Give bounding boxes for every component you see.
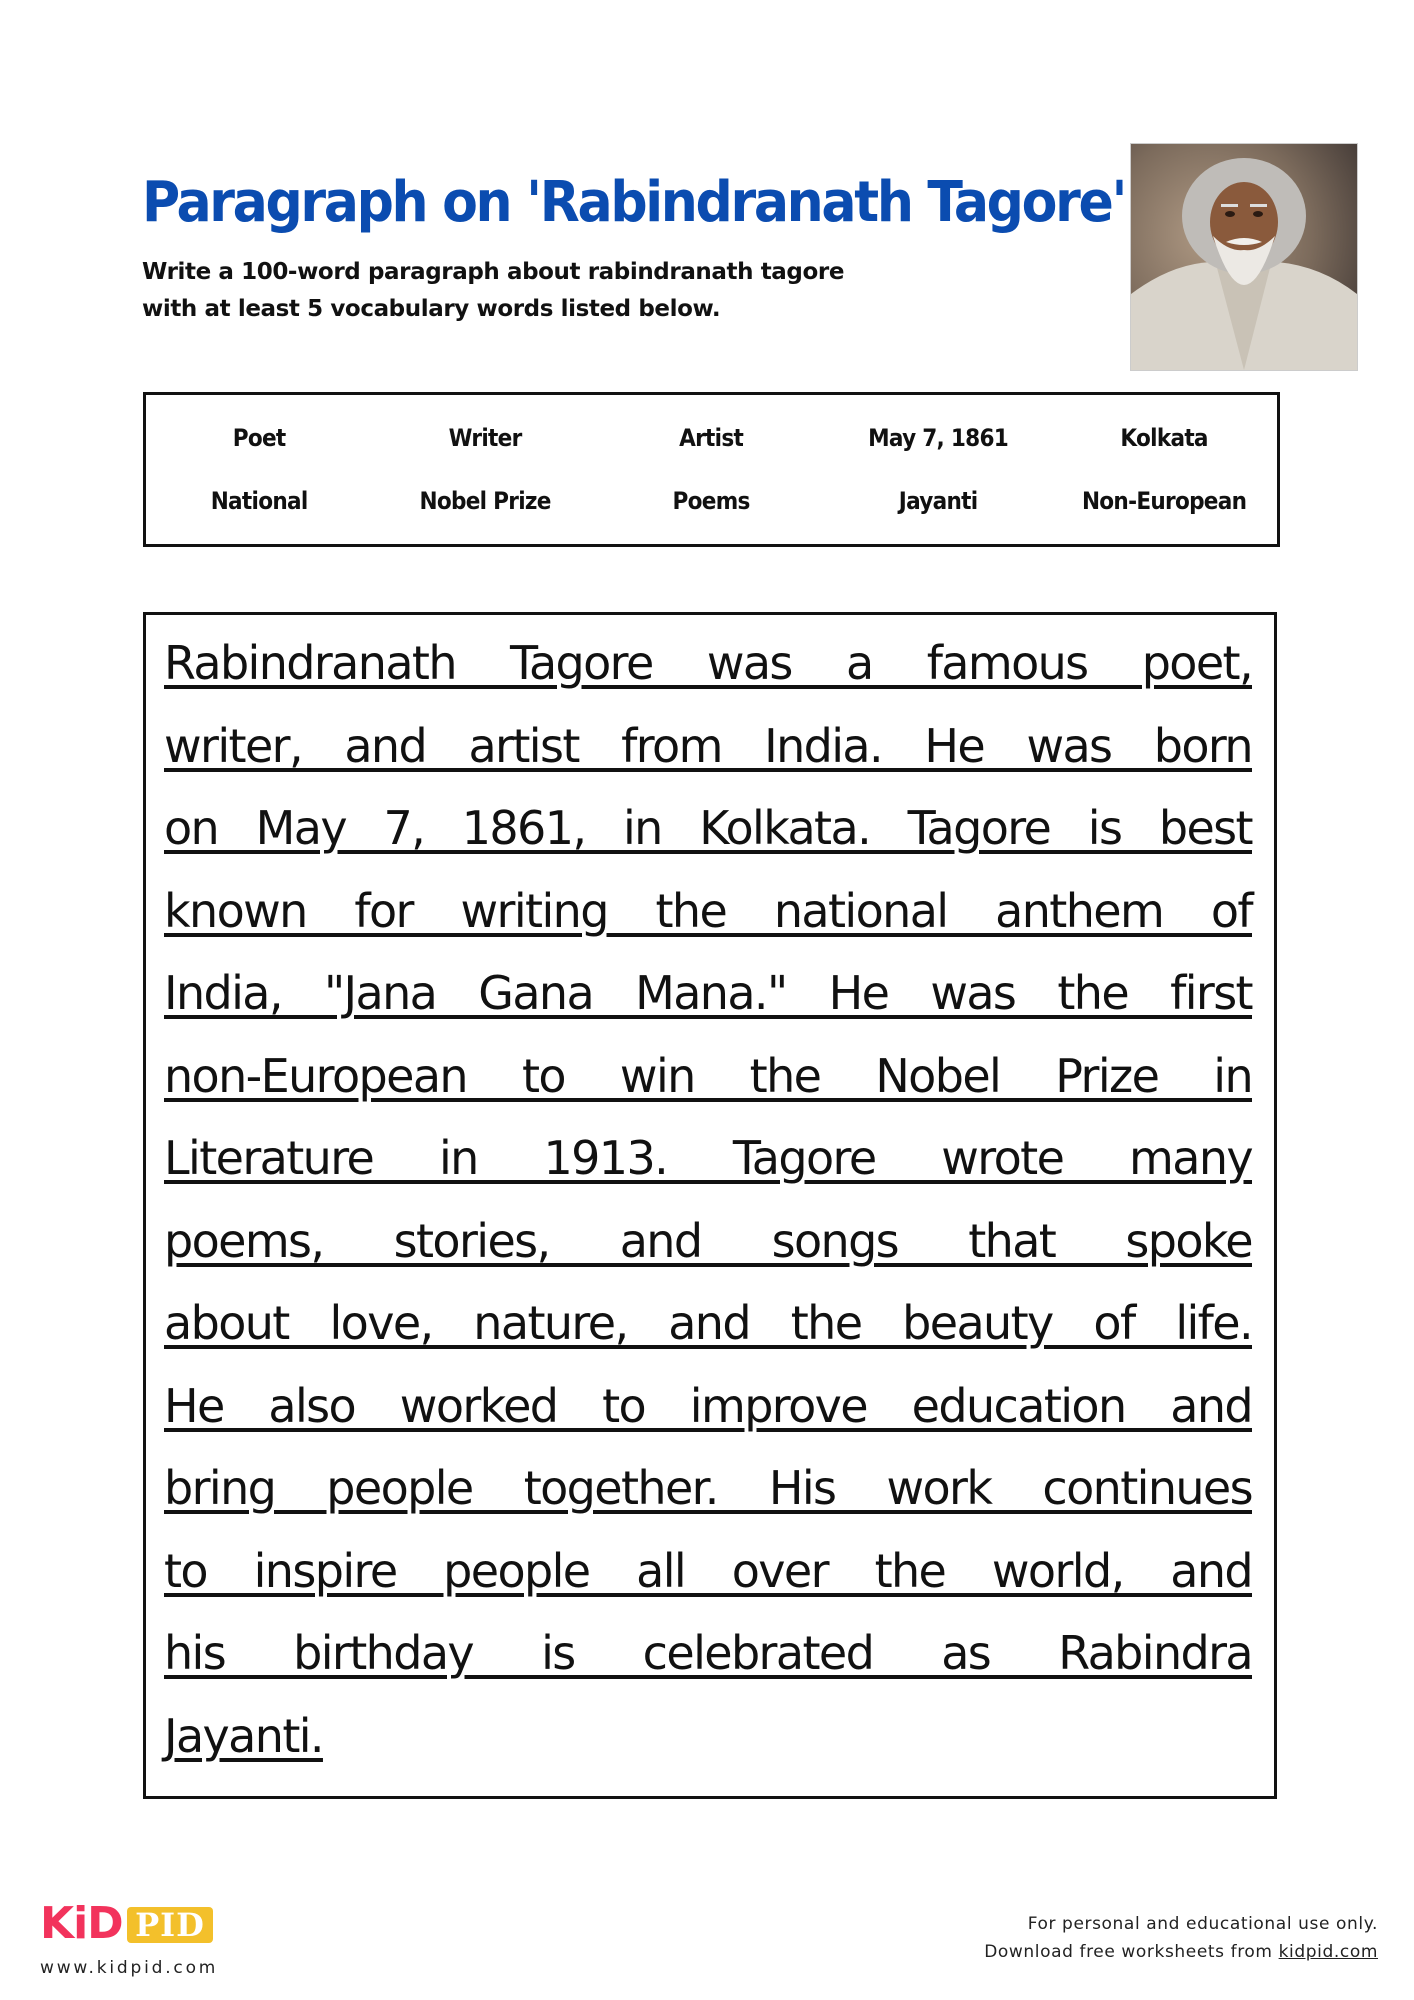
paragraph-box xyxy=(143,612,1277,1799)
vocab-word: May 7, 1861 xyxy=(867,424,1008,452)
paragraph-line: Rabindranath Tagore was a famous poet, xyxy=(164,636,1252,690)
vocab-word: Jayanti xyxy=(898,487,978,515)
paragraph-line: his birthday is celebrated as Rabindra xyxy=(164,1626,1252,1680)
tagore-portrait-image xyxy=(1130,143,1358,371)
vocab-word: Nobel Prize xyxy=(419,487,551,515)
instructions-line-1: Write a 100-word paragraph about rabindranath tagore xyxy=(142,259,845,285)
vocab-word: Poems xyxy=(672,487,751,515)
kidpid-link[interactable]: kidpid.com xyxy=(1278,1942,1378,1962)
portrait-illustration-icon xyxy=(1131,144,1357,370)
paragraph-line: India, "Jana Gana Mana." He was the first xyxy=(164,966,1252,1020)
paragraph-line: about love, nature, and the beauty of life. xyxy=(164,1296,1252,1350)
paragraph-line: to inspire people all over the world, and xyxy=(164,1544,1252,1598)
paragraph-line: writer, and artist from India. He was born xyxy=(164,719,1252,773)
vocab-word: Kolkata xyxy=(1120,424,1208,452)
vocab-word: Non-European xyxy=(1081,487,1247,515)
usage-note-line-2 xyxy=(984,1938,1378,1966)
paragraph-line: Jayanti. xyxy=(164,1709,323,1763)
paragraph-line: Literature in 1913. Tagore wrote many xyxy=(164,1131,1252,1185)
vocab-word: Writer xyxy=(448,424,522,452)
instructions-line-2: with at least 5 vocabulary words listed below. xyxy=(142,296,721,322)
page-title: Paragraph on 'Rabindranath Tagore' xyxy=(142,170,1126,235)
usage-note xyxy=(984,1910,1378,1966)
paragraph-line: bring people together. His work continues xyxy=(164,1461,1252,1515)
vocabulary-row xyxy=(146,484,1277,518)
logo-url[interactable]: www.kidpid.com xyxy=(40,1958,219,1978)
vocabulary-row xyxy=(146,421,1277,455)
paragraph-line: known for writing the national anthem of xyxy=(164,884,1252,938)
usage-note-line-1: For personal and educational use only. xyxy=(1027,1914,1378,1934)
vocabulary-box xyxy=(143,392,1280,547)
vocab-word: Poet xyxy=(232,424,286,452)
paragraph-line: He also worked to improve education and xyxy=(164,1379,1252,1433)
paragraph-line: on May 7, 1861, in Kolkata. Tagore is best xyxy=(164,801,1252,855)
paragraph-line: poems, stories, and songs that spoke xyxy=(164,1214,1252,1268)
instructions xyxy=(142,254,844,328)
vocab-word: National xyxy=(210,487,308,515)
logo-kid-text: KiD xyxy=(40,1898,123,1949)
vocab-word: Artist xyxy=(679,424,744,452)
paragraph-line: non-European to win the Nobel Prize in xyxy=(164,1049,1252,1103)
usage-note-prefix: Download free worksheets from xyxy=(984,1942,1279,1962)
logo-pid-badge: PID xyxy=(127,1907,213,1943)
